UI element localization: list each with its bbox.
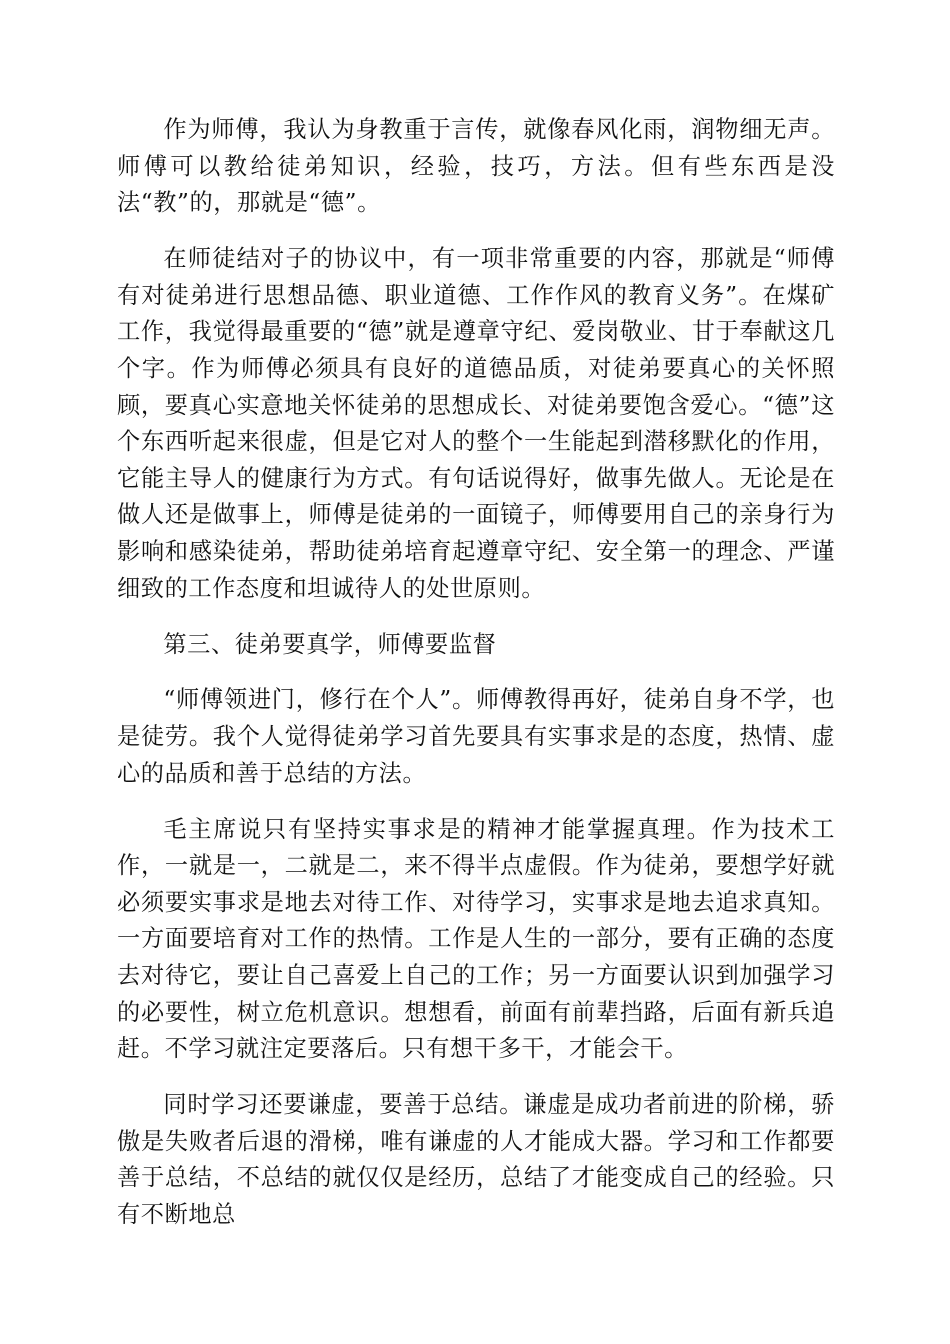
document-page bbox=[117, 112, 835, 1253]
paragraph-moral-education: 在师徒结对子的协议中，有一项非常重要的内容，那就是“师傅有对徒弟进行思想品德、职业道德、工作作风的教育义务”。在煤矿工作，我觉得最重要的“德”就是遵章守纪、爱岗敬业、甘于奉献这几个字。作为师傅必须具有良好的道德品质，对徒弟要真心的关怀照顾，要真心实意地关怀徒弟的思想成长、对徒弟要饱含爱心。“德”这个东西听起来很虚，但是它对人的整个一生能起到潜移默化的作用，它能主导人的健康行为方式。有句话说得好，做事先做人。无论是在做人还是做事上，师傅是徒弟的一面镜子，师傅要用自己的亲身行为影响和感染徒弟，帮助徒弟培育起遵章守纪、安全第一的理念、严谨细致的工作态度和坦诚待人的处世原则。 bbox=[117, 245, 835, 602]
paragraph-learning-attitude: “师傅领进门，修行在个人”。师傅教得再好，徒弟自身不学，也是徒劳。我个人觉得徒弟学习首先要具有实事求是的态度，热情、虚心的品质和善于总结的方法。 bbox=[117, 686, 835, 787]
paragraph-modesty-summary: 同时学习还要谦虚，要善于总结。谦虚是成功者前进的阶梯，骄傲是失败者后退的滑梯，唯有谦虚的人才能成大器。学习和工作都要善于总结，不总结的就仅仅是经历，总结了才能变成自己的经验。只有不断地总 bbox=[117, 1091, 835, 1228]
paragraph-mentor-example: 作为师傅，我认为身教重于言传，就像春风化雨，润物细无声。师傅可以教给徒弟知识，经验，技巧，方法。但有些东西是没法“教”的，那就是“德”。 bbox=[117, 116, 835, 217]
section-heading: 第三、徒弟要真学，师傅要监督 bbox=[163, 630, 497, 658]
paragraph-seek-truth: 毛主席说只有坚持实事求是的精神才能掌握真理。作为技术工作，一就是一，二就是二，来不得半点虚假。作为徒弟，要想学好就必须要实事求是地去对待工作、对待学习，实事求是地去追求真知。一方面要培育对工作的热情。工作是人生的一部分，要有正确的态度去对待它，要让自己喜爱上自己的工作；另一方面要认识到加强学习的必要性，树立危机意识。想想看，前面有前辈挡路，后面有新兵追赶。不学习就注定要落后。只有想干多干，才能会干。 bbox=[117, 815, 835, 1063]
